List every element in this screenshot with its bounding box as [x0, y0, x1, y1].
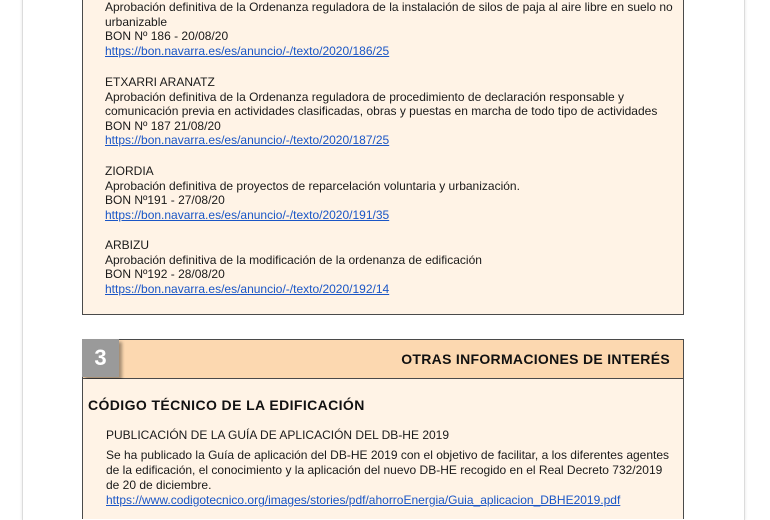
- announcement-description: Aprobación definitiva de la modificación de la ordenanza de edificación: [105, 252, 482, 267]
- announcement-link[interactable]: https://bon.navarra.es/es/anuncio/-/texto/2020/192/14: [105, 281, 390, 296]
- announcement-municipality: ZIORDIA: [105, 164, 154, 178]
- announcement-municipality: ETXARRI ARANATZ: [105, 75, 215, 89]
- content-link[interactable]: https://www.codigotecnico.org/images/stories/pdf/ahorroEnergia/Guia_aplicacion_DBHE2019.pdf: [106, 493, 621, 507]
- announcement-reference: BON Nº 187 21/08/20: [105, 118, 221, 133]
- section-title: OTRAS INFORMACIONES DE INTERÉS: [401, 351, 670, 367]
- announcement-entry: [105, 164, 685, 222]
- announcement-description: Aprobación definitiva de la Ordenanza reguladora de procedimiento de declaración responsable y comunicación previa en actividades clasificadas, obras y puestas en marcha de todo tipo de actividades: [105, 89, 658, 119]
- announcement-entry: [105, 238, 685, 296]
- announcement-link[interactable]: https://bon.navarra.es/es/anuncio/-/texto/2020/187/25: [105, 133, 390, 148]
- content-subheading: PUBLICACIÓN DE LA GUÍA DE APLICACIÓN DEL DB-HE 2019: [106, 428, 450, 442]
- announcement-description: Aprobación definitiva de proyectos de reparcelación voluntaria y urbanización.: [105, 178, 520, 193]
- announcement-entry: [105, 75, 685, 148]
- announcement-reference: BON Nº191 - 27/08/20: [105, 193, 225, 208]
- announcement-reference: BON Nº 186 - 20/08/20: [105, 29, 229, 44]
- announcement-link[interactable]: https://bon.navarra.es/es/anuncio/-/texto/2020/186/25: [105, 43, 390, 58]
- announcement-reference: BON Nº192 - 28/08/20: [105, 267, 225, 282]
- content-heading: CÓDIGO TÉCNICO DE LA EDIFICACIÓN: [88, 397, 365, 413]
- announcement-description: Aprobación definitiva de la Ordenanza reguladora de la instalación de silos de paja al aire libre en suelo no urbanizable: [105, 0, 673, 29]
- announcement-link[interactable]: https://bon.navarra.es/es/anuncio/-/texto/2020/191/35: [105, 207, 390, 222]
- section-number-badge: 3: [82, 339, 119, 377]
- announcement-entry: [105, 0, 685, 58]
- content-body: Se ha publicado la Guía de aplicación del DB-HE 2019 con el objetivo de facilitar, a los diferentes agentes de la edificación, el conocimiento y la aplicación del nuevo DB-HE recogido en el Real Decreto 732/2019 de 20 de diciembre.: [106, 448, 670, 492]
- announcement-municipality: ARBIZU: [105, 238, 150, 252]
